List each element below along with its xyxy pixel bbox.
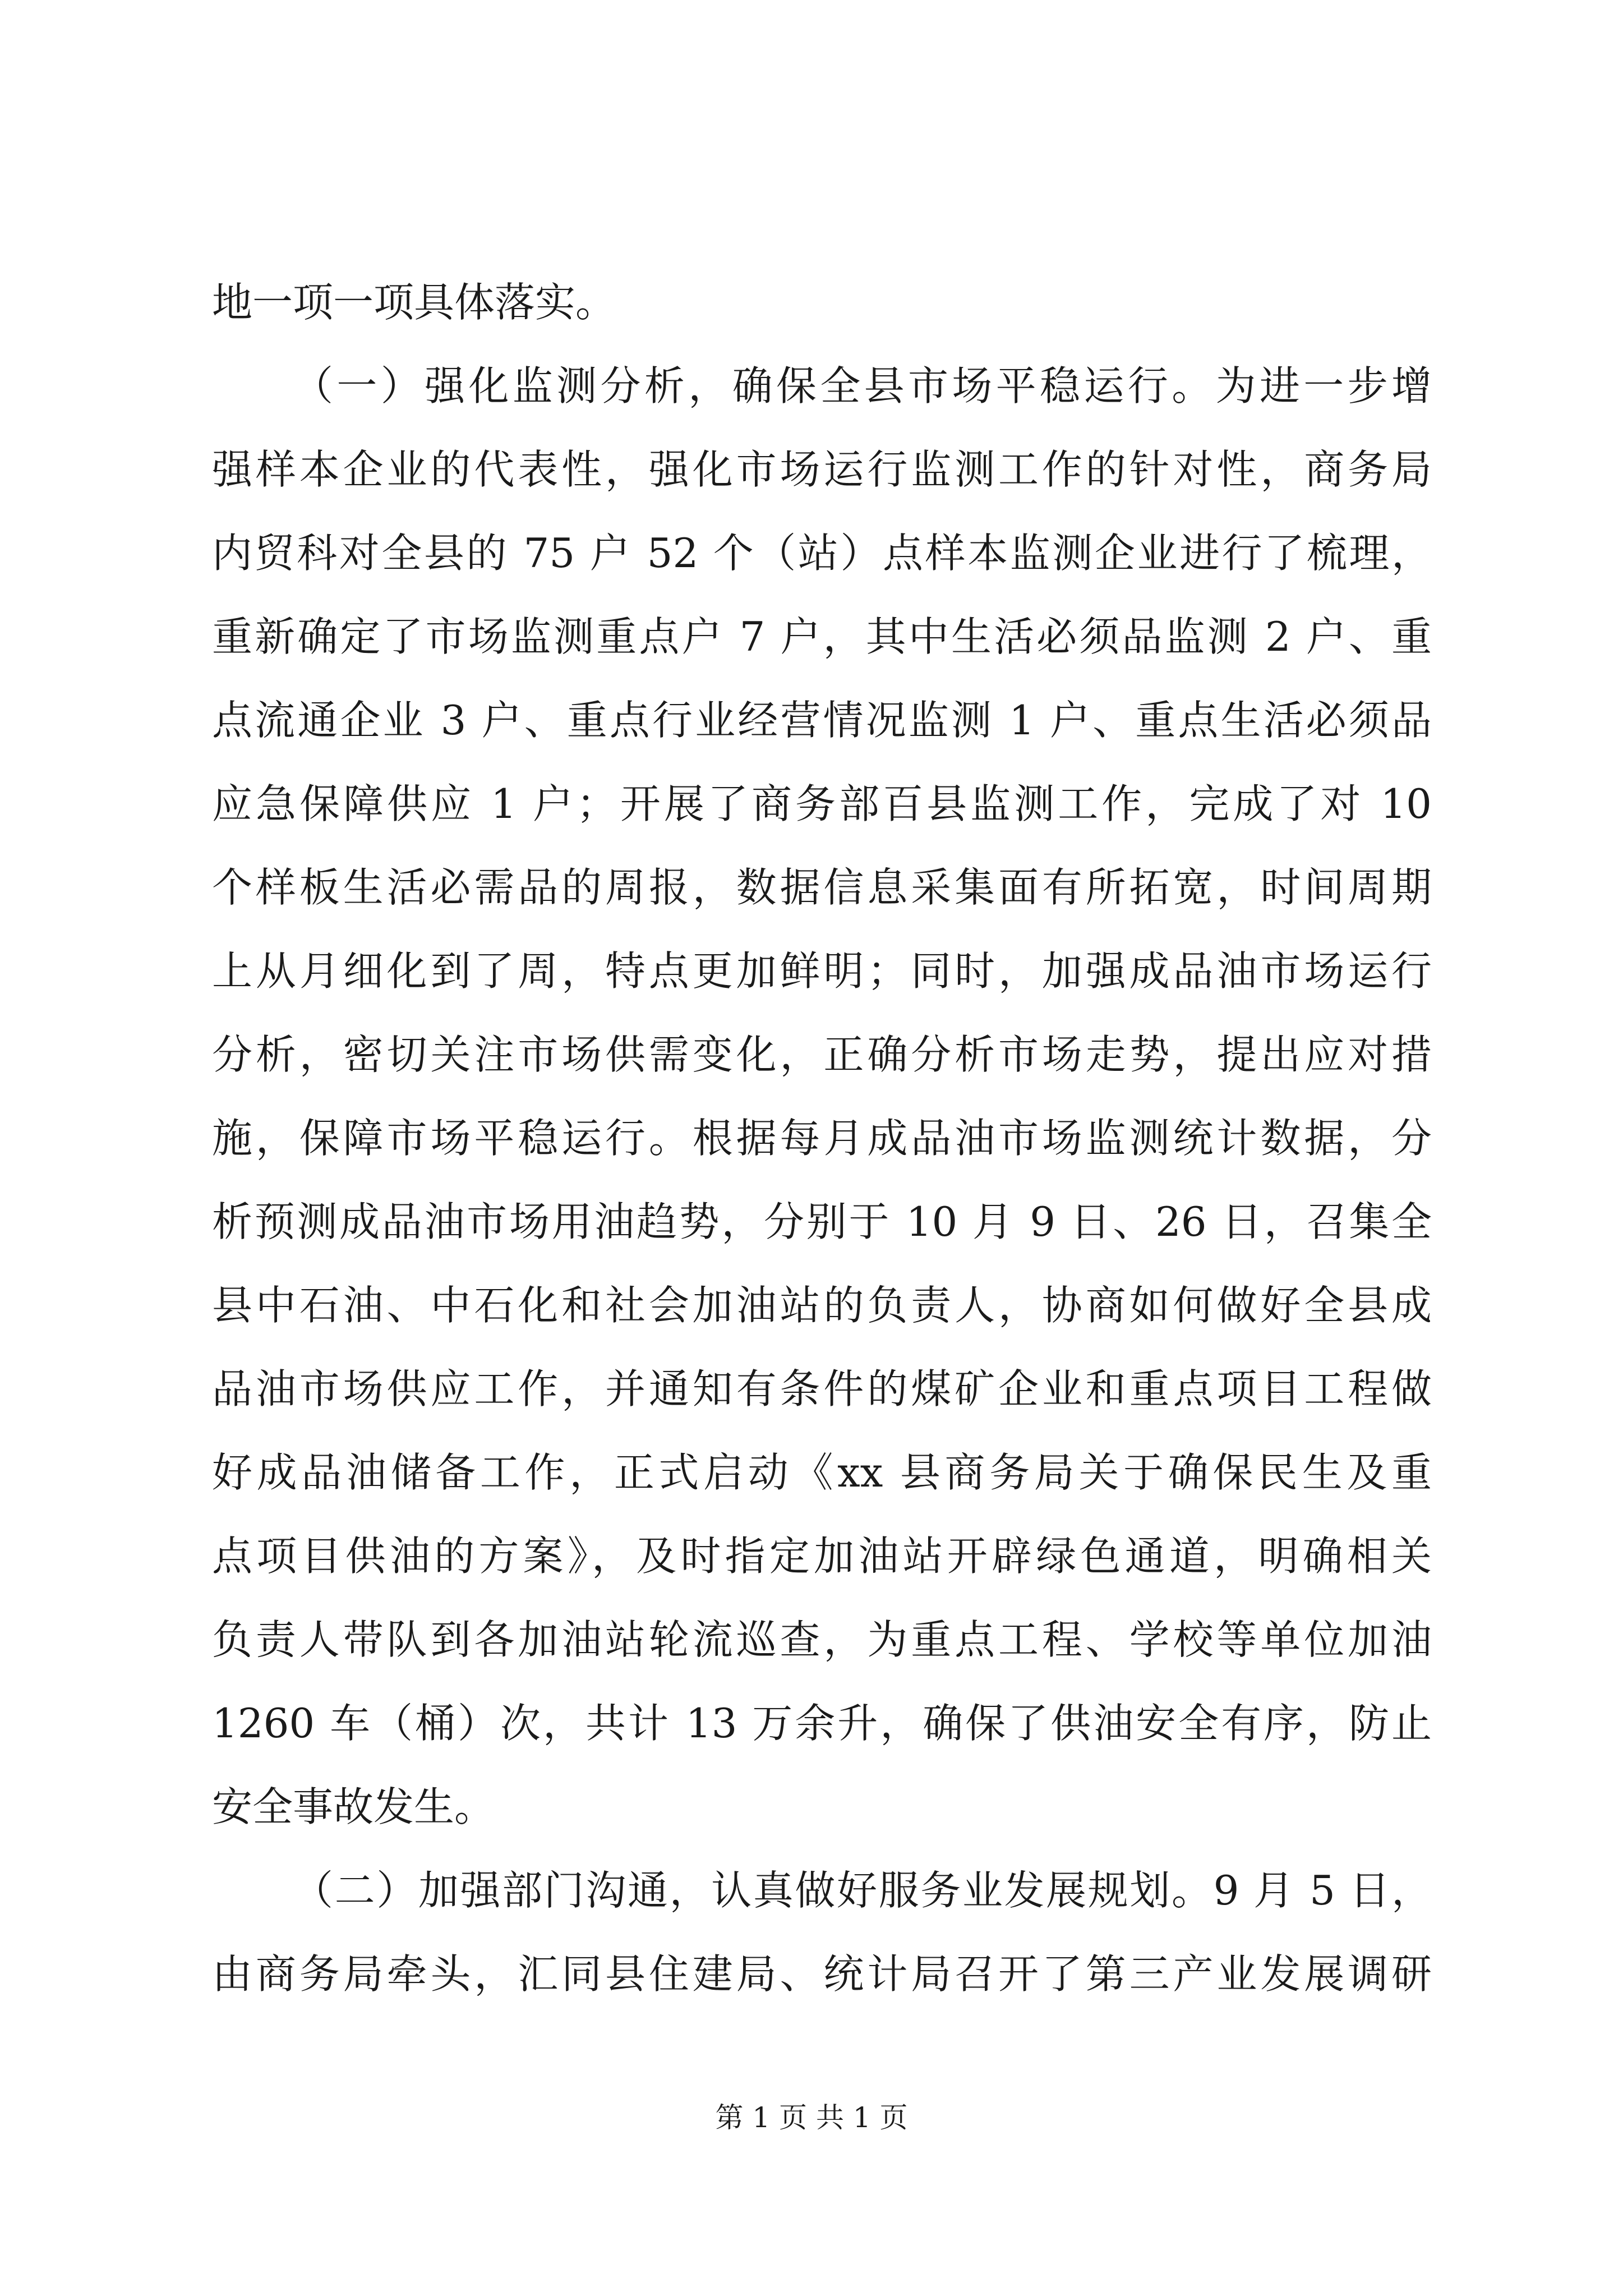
document-body <box>212 261 1432 2016</box>
text-line: 应急保障供应 1 户；开展了商务部百县监测工作，完成了对 10 <box>212 780 1432 827</box>
text-line: 县中石油、中石化和社会加油站的负责人，协商如何做好全县成 <box>212 1282 1432 1329</box>
text-line: 负责人带队到各加油站轮流巡查，为重点工程、学校等单位加油 <box>212 1616 1432 1663</box>
text-line: 个样板生活必需品的周报，数据信息采集面有所拓宽，时间周期 <box>212 864 1432 911</box>
text-line: 地一项一项具体落实。 <box>212 279 616 326</box>
text-line: 强样本企业的代表性，强化市场运行监测工作的针对性，商务局 <box>212 446 1432 493</box>
text-line: 重新确定了市场监测重点户 7 户，其中生活必须品监测 2 户、重 <box>212 613 1432 660</box>
text-line: 点项目供油的方案》，及时指定加油站开辟绿色通道，明确相关 <box>212 1533 1432 1580</box>
text-line: 析预测成品油市场用油趋势，分别于 10 月 9 日、26 日，召集全 <box>212 1198 1432 1245</box>
page-footer: 第 1 页 共 1 页 <box>715 2101 908 2134</box>
text-line: 品油市场供应工作，并通知有条件的煤矿企业和重点项目工程做 <box>212 1365 1432 1412</box>
text-line: 施，保障市场平稳运行。根据每月成品油市场监测统计数据，分 <box>212 1115 1432 1162</box>
text-line: 1260 车（桶）次，共计 13 万余升，确保了供油安全有序，防止 <box>212 1700 1432 1747</box>
text-line: 安全事故发生。 <box>212 1783 495 1830</box>
text-line: （二）加强部门沟通，认真做好服务业发展规划。9 月 5 日， <box>293 1867 1432 1914</box>
text-line: （一）强化监测分析，确保全县市场平稳运行。为进一步增 <box>293 362 1432 409</box>
text-line: 好成品油储备工作，正式启动《xx 县商务局关于确保民生及重 <box>212 1449 1432 1496</box>
text-line: 内贸科对全县的 75 户 52 个（站）点样本监测企业进行了梳理， <box>212 530 1432 577</box>
text-line: 点流通企业 3 户、重点行业经营情况监测 1 户、重点生活必须品 <box>212 697 1432 744</box>
text-line: 由商务局牵头，汇同县住建局、统计局召开了第三产业发展调研 <box>212 1950 1432 1998</box>
text-line: 分析，密切关注市场供需变化，正确分析市场走势，提出应对措 <box>212 1031 1432 1078</box>
text-line: 上从月细化到了周，特点更加鲜明；同时，加强成品油市场运行 <box>212 947 1432 995</box>
